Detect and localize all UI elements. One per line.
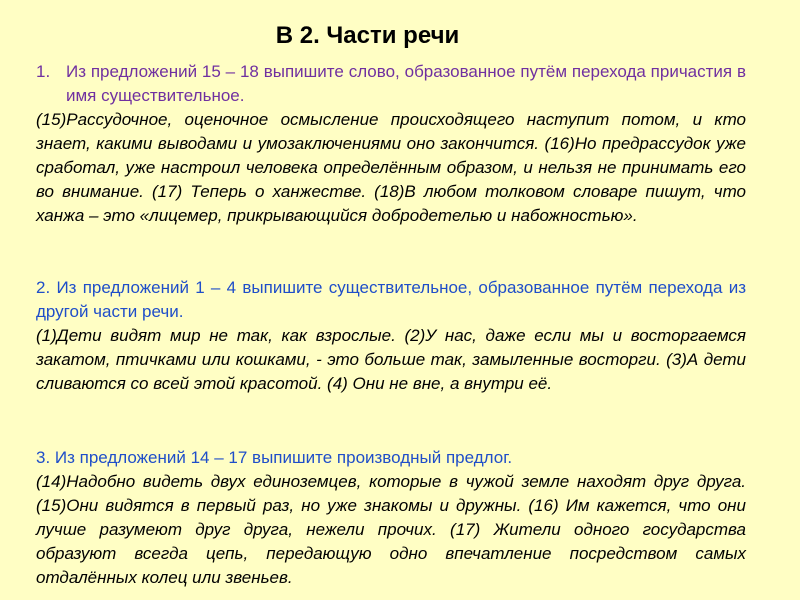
task-2-text: (1)Дети видят мир не так, как взрослые. (2)У нас, даже если мы и восторгаемся закатом, птичками или кошками, - это больше так, замыленные восторги. (3)А дети сливаются со всей этой красотой. (4) Они не вне, а внутри её. (36, 326, 746, 393)
page-title: В 2. Части речи (275, 22, 460, 49)
task-1-number: 1. (36, 62, 51, 81)
task-3-question: 3. Из предложений 14 – 17 выпишите производный предлог. (36, 448, 513, 467)
task-2-question: 2. Из предложений 1 – 4 выпишите существительное, образованное путём перехода из другой части речи. (36, 278, 746, 321)
task-1-question (36, 60, 746, 108)
task-3-text: (14)Надобно видеть двух единоземцев, которые в чужой земле находят друг друга. (15)Они видятся в первый раз, но уже знакомы и дружны. (16) Им кажется, что они лучше разумеют друг друга, нежели прочих. (17) Жители одного государства образуют всегда цепь, передающую одно впечатление посредством самых отдалённых колец или звеньев. (36, 472, 746, 587)
task-1-text: (15)Рассудочное, оценочное осмысление происходящего наступит потом, и кто знает, какими выводами и умозаключениями оно закончится. (16)Но предрассудок уже сработал, уже настроил человека определённым образом, и нельзя не принимать его во внимание. (17) Теперь о ханжестве. (18)В любом толковом словаре пишут, что ханжа – это «лицемер, прикрывающийся добродетелью и набожностью». (36, 110, 746, 225)
task-3 (36, 446, 746, 590)
task-2 (36, 276, 746, 396)
task-1 (36, 60, 746, 228)
task-1-question-text: Из предложений 15 – 18 выпишите слово, образованное путём перехода причастия в имя существительное. (66, 62, 746, 105)
